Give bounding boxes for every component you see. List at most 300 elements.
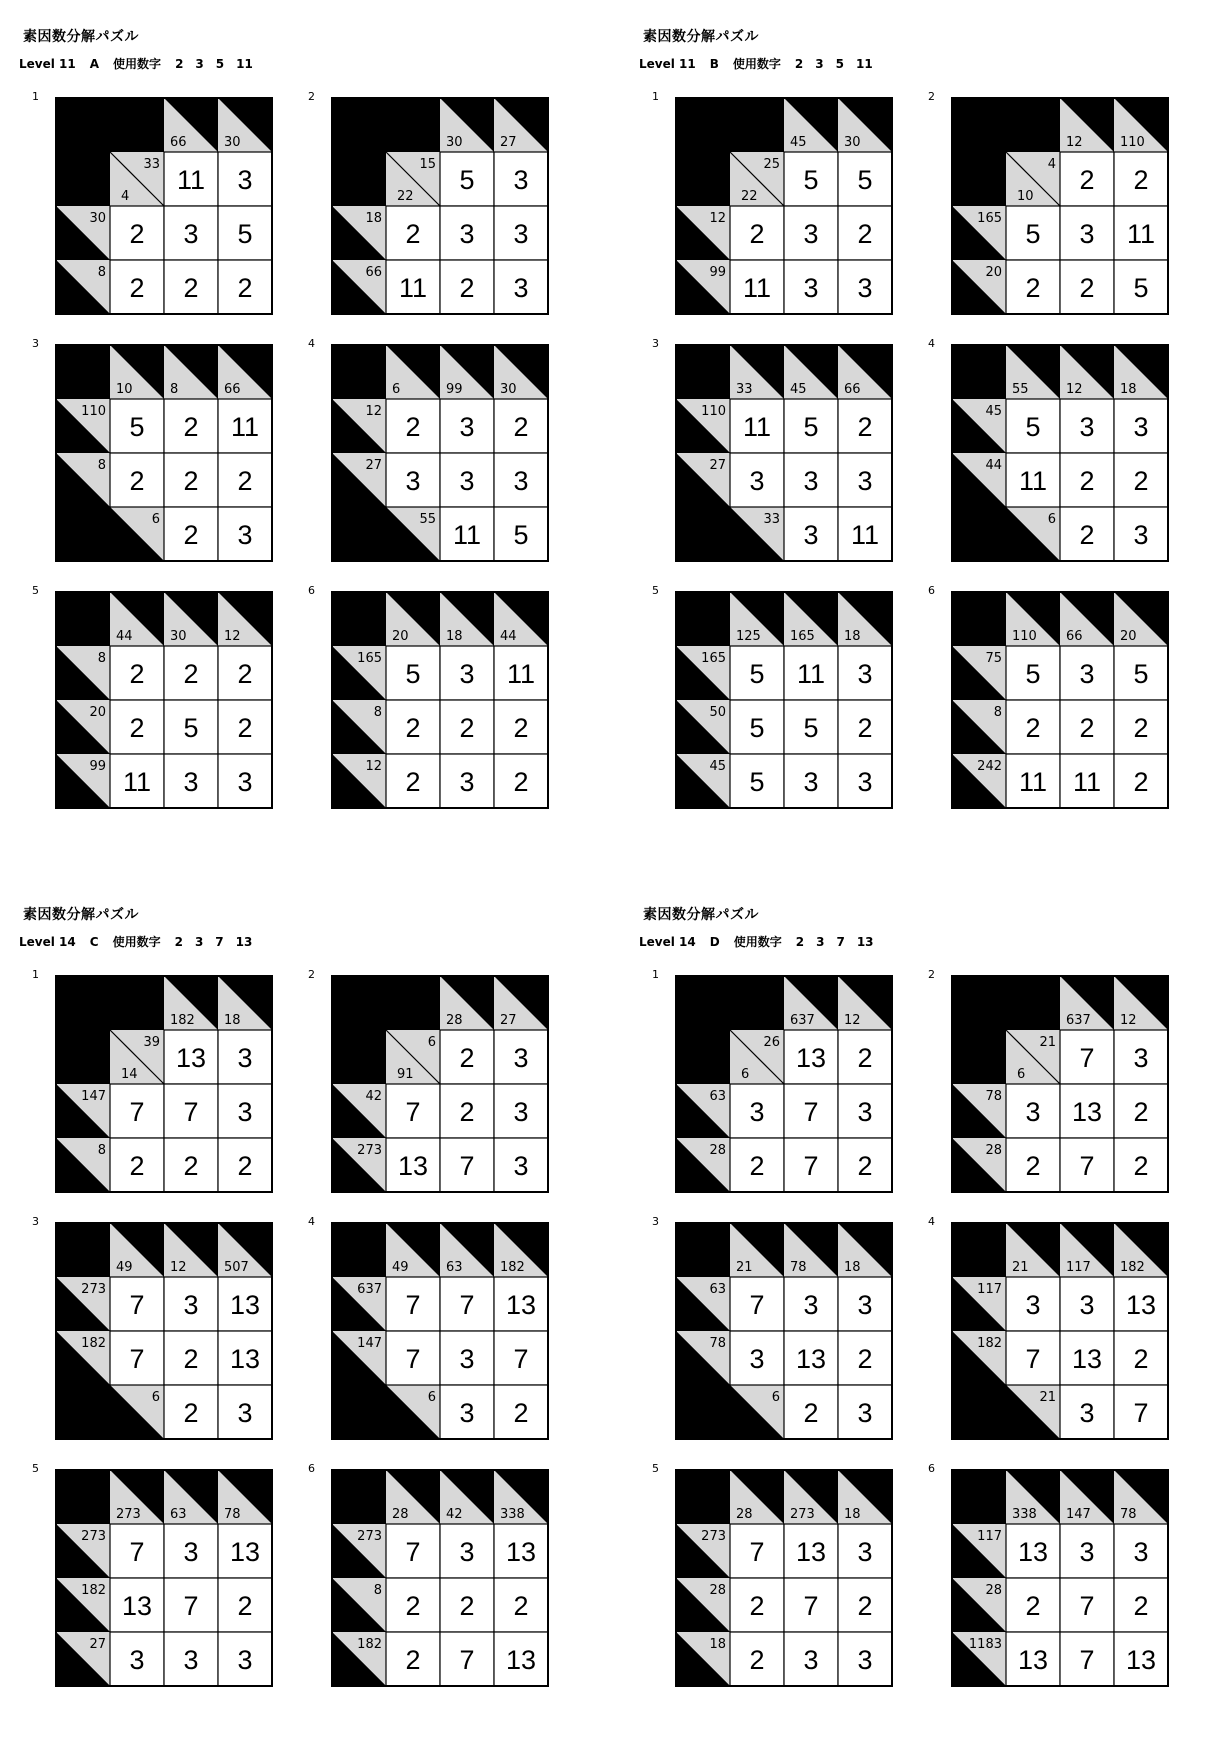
answer-digit: 2: [405, 713, 421, 743]
version-label: C: [89, 935, 99, 949]
puzzle-svg: [674, 343, 894, 563]
column-clue: 28: [446, 1013, 463, 1028]
column-clue: 27: [500, 135, 517, 150]
puzzle-svg: [54, 343, 274, 563]
answer-digit: 2: [183, 1151, 199, 1181]
answer-digit: 2: [237, 466, 253, 496]
answer-digit: 2: [183, 520, 199, 550]
answer-digit: 2: [405, 767, 421, 797]
column-clue: 30: [844, 135, 861, 150]
row-clue: 147: [357, 1336, 382, 1351]
column-clue: 110: [1012, 629, 1037, 644]
row-clue: 1183: [968, 1637, 1002, 1652]
puzzle-number: 6: [308, 1462, 315, 1475]
column-clue: 12: [844, 1013, 861, 1028]
answer-digit: 3: [459, 412, 475, 442]
digit-value: 3: [815, 57, 824, 71]
answer-digit: 2: [857, 1344, 873, 1374]
answer-digit: 5: [803, 165, 819, 195]
puzzle-grid: [32, 968, 274, 1194]
digit-value: 5: [835, 57, 844, 71]
puzzle-grid: [928, 1462, 1170, 1688]
version-label: B: [709, 57, 719, 71]
row-clue: 50: [709, 705, 726, 720]
digit-value: 3: [195, 57, 204, 71]
row-clue: 273: [81, 1282, 106, 1297]
answer-digit: 2: [237, 273, 253, 303]
answer-digit: 3: [857, 1398, 873, 1428]
column-clue: 22: [397, 189, 414, 204]
answer-digit: 3: [803, 219, 819, 249]
answer-digit: 3: [857, 1290, 873, 1320]
answer-digit: 7: [513, 1344, 529, 1374]
answer-digit: 7: [405, 1097, 421, 1127]
puzzle-grid: [928, 90, 1170, 316]
answer-digit: 13: [505, 1645, 537, 1675]
row-clue: 28: [985, 1143, 1002, 1158]
digit-value: 7: [836, 935, 845, 949]
answer-digit: 3: [183, 767, 199, 797]
column-clue: 22: [741, 189, 758, 204]
answer-digit: 3: [857, 273, 873, 303]
answer-digit: 2: [237, 659, 253, 689]
answer-digit: 2: [513, 1591, 529, 1621]
answer-digit: 2: [1133, 1097, 1149, 1127]
row-clue: 182: [357, 1637, 382, 1652]
puzzle-svg: [54, 1468, 274, 1688]
digit-value: 2: [175, 57, 184, 71]
answer-digit: 2: [183, 1344, 199, 1374]
answer-digit: 7: [183, 1591, 199, 1621]
answer-digit: 13: [1071, 1097, 1103, 1127]
answer-digit: 2: [129, 466, 145, 496]
row-clue: 33: [143, 157, 160, 172]
answer-digit: 3: [459, 466, 475, 496]
row-clue: 8: [97, 651, 106, 666]
row-clue: 18: [365, 211, 382, 226]
answer-digit: 2: [129, 659, 145, 689]
puzzle-number: 5: [32, 1462, 39, 1475]
row-clue: 20: [985, 265, 1002, 280]
answer-digit: 2: [459, 1043, 475, 1073]
column-clue: 42: [446, 1507, 463, 1522]
puzzle-number: 4: [928, 1215, 935, 1228]
row-clue: 8: [373, 705, 382, 720]
column-clue: 18: [1120, 382, 1137, 397]
answer-digit: 3: [183, 1290, 199, 1320]
row-clue: 12: [365, 759, 382, 774]
column-clue: 20: [1120, 629, 1137, 644]
digit-value: 11: [236, 57, 253, 71]
answer-digit: 3: [513, 1043, 529, 1073]
answer-digit: 2: [237, 1591, 253, 1621]
answer-digit: 3: [513, 219, 529, 249]
answer-digit: 5: [1133, 659, 1149, 689]
row-clue: 6: [151, 512, 160, 527]
sheet-title: 素因数分解パズル: [23, 29, 139, 45]
answer-digit: 3: [513, 1097, 529, 1127]
column-clue: 44: [116, 629, 133, 644]
answer-digit: 2: [1133, 1591, 1149, 1621]
answer-digit: 3: [1079, 1290, 1095, 1320]
answer-digit: 11: [850, 520, 880, 550]
column-clue: 182: [170, 1013, 195, 1028]
level-label: Level 11: [639, 57, 696, 71]
digits-label: 使用数字: [113, 57, 162, 71]
row-clue: 117: [977, 1282, 1002, 1297]
answer-digit: 3: [1079, 659, 1095, 689]
answer-digit: 7: [1133, 1398, 1149, 1428]
row-clue: 78: [709, 1336, 726, 1351]
row-clue: 55: [419, 512, 436, 527]
column-clue: 20: [392, 629, 409, 644]
puzzle-grid: [308, 968, 550, 1194]
row-clue: 99: [89, 759, 106, 774]
sheet-title: 素因数分解パズル: [643, 907, 759, 923]
answer-digit: 2: [857, 1043, 873, 1073]
answer-digit: 2: [1133, 713, 1149, 743]
puzzle-svg: [950, 590, 1170, 810]
answer-digit: 13: [229, 1290, 261, 1320]
answer-digit: 3: [1079, 1537, 1095, 1567]
column-clue: 12: [1066, 135, 1083, 150]
puzzle-grid: [308, 337, 550, 563]
answer-digit: 2: [513, 412, 529, 442]
answer-digit: 13: [795, 1043, 827, 1073]
answer-digit: 2: [237, 713, 253, 743]
answer-digit: 3: [1133, 1043, 1149, 1073]
answer-digit: 2: [183, 659, 199, 689]
answer-digit: 13: [229, 1537, 261, 1567]
row-clue: 8: [993, 705, 1002, 720]
puzzle-svg: [674, 590, 894, 810]
answer-digit: 2: [405, 412, 421, 442]
puzzle-number: 4: [308, 337, 315, 350]
answer-digit: 2: [459, 713, 475, 743]
column-clue: 44: [500, 629, 517, 644]
answer-digit: 3: [459, 1537, 475, 1567]
column-clue: 45: [790, 135, 807, 150]
column-clue: 78: [790, 1260, 807, 1275]
puzzle-sheet: [0, 878, 620, 1738]
answer-digit: 3: [1025, 1097, 1041, 1127]
answer-digit: 11: [1018, 767, 1048, 797]
answer-digit: 2: [237, 1151, 253, 1181]
puzzle-number: 2: [928, 968, 935, 981]
row-clue: 182: [81, 1336, 106, 1351]
answer-digit: 13: [1017, 1645, 1049, 1675]
row-clue: 147: [81, 1089, 106, 1104]
answer-digit: 3: [237, 1043, 253, 1073]
column-clue: 49: [116, 1260, 133, 1275]
column-clue: 78: [224, 1507, 241, 1522]
column-clue: 12: [170, 1260, 187, 1275]
answer-digit: 11: [176, 165, 206, 195]
answer-digit: 5: [1133, 273, 1149, 303]
puzzle-svg: [330, 1468, 550, 1688]
answer-digit: 7: [459, 1290, 475, 1320]
puzzle-number: 3: [32, 1215, 39, 1228]
answer-digit: 2: [405, 1645, 421, 1675]
answer-digit: 7: [1079, 1591, 1095, 1621]
column-clue: 30: [224, 135, 241, 150]
digit-value: 7: [215, 935, 224, 949]
level-label: Level 14: [639, 935, 696, 949]
row-clue: 28: [709, 1143, 726, 1158]
puzzle-number: 6: [308, 584, 315, 597]
answer-digit: 2: [857, 219, 873, 249]
puzzle-number: 5: [32, 584, 39, 597]
answer-digit: 3: [1133, 412, 1149, 442]
puzzle-grid: [308, 1215, 550, 1441]
puzzle-number: 5: [652, 584, 659, 597]
column-clue: 30: [170, 629, 187, 644]
column-clue: 18: [224, 1013, 241, 1028]
answer-digit: 3: [459, 1398, 475, 1428]
answer-digit: 3: [513, 273, 529, 303]
answer-digit: 3: [513, 466, 529, 496]
digit-value: 2: [795, 935, 805, 949]
answer-digit: 5: [857, 165, 873, 195]
answer-digit: 3: [749, 1344, 765, 1374]
puzzle-svg: [950, 1468, 1170, 1688]
answer-digit: 2: [1079, 713, 1095, 743]
row-clue: 8: [97, 265, 106, 280]
row-clue: 21: [1039, 1035, 1056, 1050]
answer-digit: 13: [397, 1151, 429, 1181]
answer-digit: 13: [1017, 1537, 1049, 1567]
answer-digit: 5: [1025, 659, 1041, 689]
answer-digit: 2: [1133, 165, 1149, 195]
row-clue: 6: [427, 1035, 436, 1050]
row-clue: 45: [985, 404, 1002, 419]
column-clue: 338: [500, 1507, 525, 1522]
row-clue: 110: [701, 404, 726, 419]
row-clue: 20: [89, 705, 106, 720]
puzzle-grid: [32, 1215, 274, 1441]
row-clue: 12: [709, 211, 726, 226]
answer-digit: 3: [459, 1344, 475, 1374]
row-clue: 6: [771, 1390, 780, 1405]
answer-digit: 5: [1025, 412, 1041, 442]
column-clue: 66: [224, 382, 241, 397]
answer-digit: 2: [857, 412, 873, 442]
answer-digit: 7: [129, 1344, 145, 1374]
answer-digit: 7: [803, 1097, 819, 1127]
answer-digit: 2: [459, 1097, 475, 1127]
answer-digit: 2: [1025, 713, 1041, 743]
answer-digit: 3: [459, 659, 475, 689]
sheet-meta: [639, 55, 885, 72]
puzzle-number: 2: [928, 90, 935, 103]
digit-value: 5: [215, 57, 225, 71]
answer-digit: 7: [459, 1645, 475, 1675]
puzzle-grid: [32, 584, 274, 810]
column-clue: 273: [116, 1507, 141, 1522]
answer-digit: 3: [459, 767, 475, 797]
column-clue: 6: [392, 382, 401, 397]
digit-value: 11: [856, 57, 873, 71]
answer-digit: 7: [129, 1537, 145, 1567]
row-clue: 26: [763, 1035, 780, 1050]
answer-digit: 3: [237, 165, 253, 195]
answer-digit: 3: [803, 1290, 819, 1320]
answer-digit: 11: [742, 412, 772, 442]
answer-digit: 7: [749, 1290, 765, 1320]
answer-digit: 3: [129, 1645, 145, 1675]
row-clue: 45: [709, 759, 726, 774]
puzzle-grid: [308, 1462, 550, 1688]
puzzle-svg: [330, 590, 550, 810]
column-clue: 49: [392, 1260, 409, 1275]
column-clue: 507: [224, 1260, 249, 1275]
puzzle-grid: [652, 90, 894, 316]
answer-digit: 2: [1079, 165, 1095, 195]
column-clue: 14: [121, 1067, 138, 1082]
answer-digit: 11: [398, 273, 428, 303]
answer-digit: 2: [857, 1591, 873, 1621]
puzzle-svg: [674, 96, 894, 316]
row-clue: 8: [97, 1143, 106, 1158]
answer-digit: 11: [796, 659, 826, 689]
puzzle-sheet: [0, 0, 620, 860]
row-clue: 63: [709, 1282, 726, 1297]
answer-digit: 5: [237, 219, 253, 249]
column-clue: 28: [736, 1507, 753, 1522]
row-clue: 39: [143, 1035, 160, 1050]
answer-digit: 7: [1079, 1645, 1095, 1675]
sheet-title: 素因数分解パズル: [23, 907, 139, 923]
answer-digit: 5: [803, 713, 819, 743]
level-label: Level 14: [19, 935, 76, 949]
column-clue: 6: [741, 1067, 750, 1082]
answer-digit: 3: [237, 520, 253, 550]
answer-digit: 3: [237, 1097, 253, 1127]
column-clue: 66: [844, 382, 861, 397]
answer-digit: 3: [1025, 1290, 1041, 1320]
answer-digit: 11: [742, 273, 772, 303]
answer-digit: 13: [175, 1043, 207, 1073]
puzzle-number: 1: [652, 968, 659, 981]
puzzle-number: 6: [928, 1462, 935, 1475]
puzzle-grid: [652, 584, 894, 810]
puzzle-number: 2: [308, 968, 315, 981]
answer-digit: 3: [803, 520, 819, 550]
puzzle-svg: [330, 1221, 550, 1441]
digit-value: 13: [235, 935, 253, 949]
puzzle-svg: [674, 974, 894, 1194]
answer-digit: 5: [183, 713, 199, 743]
row-clue: 273: [357, 1529, 382, 1544]
answer-digit: 2: [1025, 1151, 1041, 1181]
column-clue: 110: [1120, 135, 1145, 150]
puzzle-grid: [32, 1462, 274, 1688]
answer-digit: 5: [513, 520, 529, 550]
row-clue: 28: [985, 1583, 1002, 1598]
answer-digit: 3: [857, 466, 873, 496]
puzzle-svg: [950, 343, 1170, 563]
puzzle-svg: [54, 590, 274, 810]
puzzle-svg: [674, 1221, 894, 1441]
answer-digit: 3: [803, 273, 819, 303]
answer-digit: 11: [230, 412, 260, 442]
puzzle-number: 3: [32, 337, 39, 350]
answer-digit: 11: [452, 520, 482, 550]
row-clue: 27: [365, 458, 382, 473]
column-clue: 55: [1012, 382, 1029, 397]
column-clue: 147: [1066, 1507, 1091, 1522]
puzzle-grid: [32, 337, 274, 563]
answer-digit: 7: [405, 1344, 421, 1374]
row-clue: 28: [709, 1583, 726, 1598]
puzzle-number: 3: [652, 1215, 659, 1228]
answer-digit: 13: [505, 1537, 537, 1567]
row-clue: 182: [81, 1583, 106, 1598]
answer-digit: 2: [803, 1398, 819, 1428]
answer-digit: 2: [513, 767, 529, 797]
column-clue: 21: [736, 1260, 753, 1275]
puzzle-svg: [54, 96, 274, 316]
answer-digit: 2: [1025, 273, 1041, 303]
column-clue: 165: [790, 629, 815, 644]
answer-digit: 2: [1133, 1151, 1149, 1181]
column-clue: 30: [500, 382, 517, 397]
level-label: Level 11: [19, 57, 76, 71]
answer-digit: 2: [513, 713, 529, 743]
column-clue: 182: [500, 1260, 525, 1275]
sheet-meta: [639, 933, 886, 950]
column-clue: 273: [790, 1507, 815, 1522]
puzzle-svg: [950, 1221, 1170, 1441]
answer-digit: 2: [183, 1398, 199, 1428]
column-clue: 637: [1066, 1013, 1091, 1028]
row-clue: 18: [709, 1637, 726, 1652]
digits-label: 使用数字: [732, 57, 781, 71]
column-clue: 66: [1066, 629, 1083, 644]
answer-digit: 7: [405, 1290, 421, 1320]
row-clue: 27: [709, 458, 726, 473]
answer-digit: 2: [749, 219, 765, 249]
answer-digit: 3: [857, 1645, 873, 1675]
column-clue: 338: [1012, 1507, 1037, 1522]
row-clue: 33: [763, 512, 780, 527]
answer-digit: 2: [459, 273, 475, 303]
digits-label: 使用数字: [733, 935, 782, 949]
answer-digit: 7: [129, 1290, 145, 1320]
answer-digit: 2: [1133, 767, 1149, 797]
column-clue: 78: [1120, 1507, 1137, 1522]
row-clue: 637: [357, 1282, 382, 1297]
answer-digit: 5: [749, 659, 765, 689]
column-clue: 27: [500, 1013, 517, 1028]
column-clue: 18: [844, 1507, 861, 1522]
answer-digit: 7: [1025, 1344, 1041, 1374]
answer-digit: 5: [405, 659, 421, 689]
answer-digit: 3: [857, 1537, 873, 1567]
answer-digit: 7: [1079, 1151, 1095, 1181]
sheet-title: 素因数分解パズル: [643, 29, 759, 45]
answer-digit: 2: [129, 219, 145, 249]
row-clue: 165: [977, 211, 1002, 226]
answer-digit: 3: [857, 767, 873, 797]
puzzle-svg: [674, 1468, 894, 1688]
puzzle-sheet: [620, 0, 1224, 860]
puzzle-grid: [652, 968, 894, 1194]
row-clue: 25: [763, 157, 780, 172]
column-clue: 12: [1066, 382, 1083, 397]
answer-digit: 2: [129, 713, 145, 743]
row-clue: 6: [427, 1390, 436, 1405]
